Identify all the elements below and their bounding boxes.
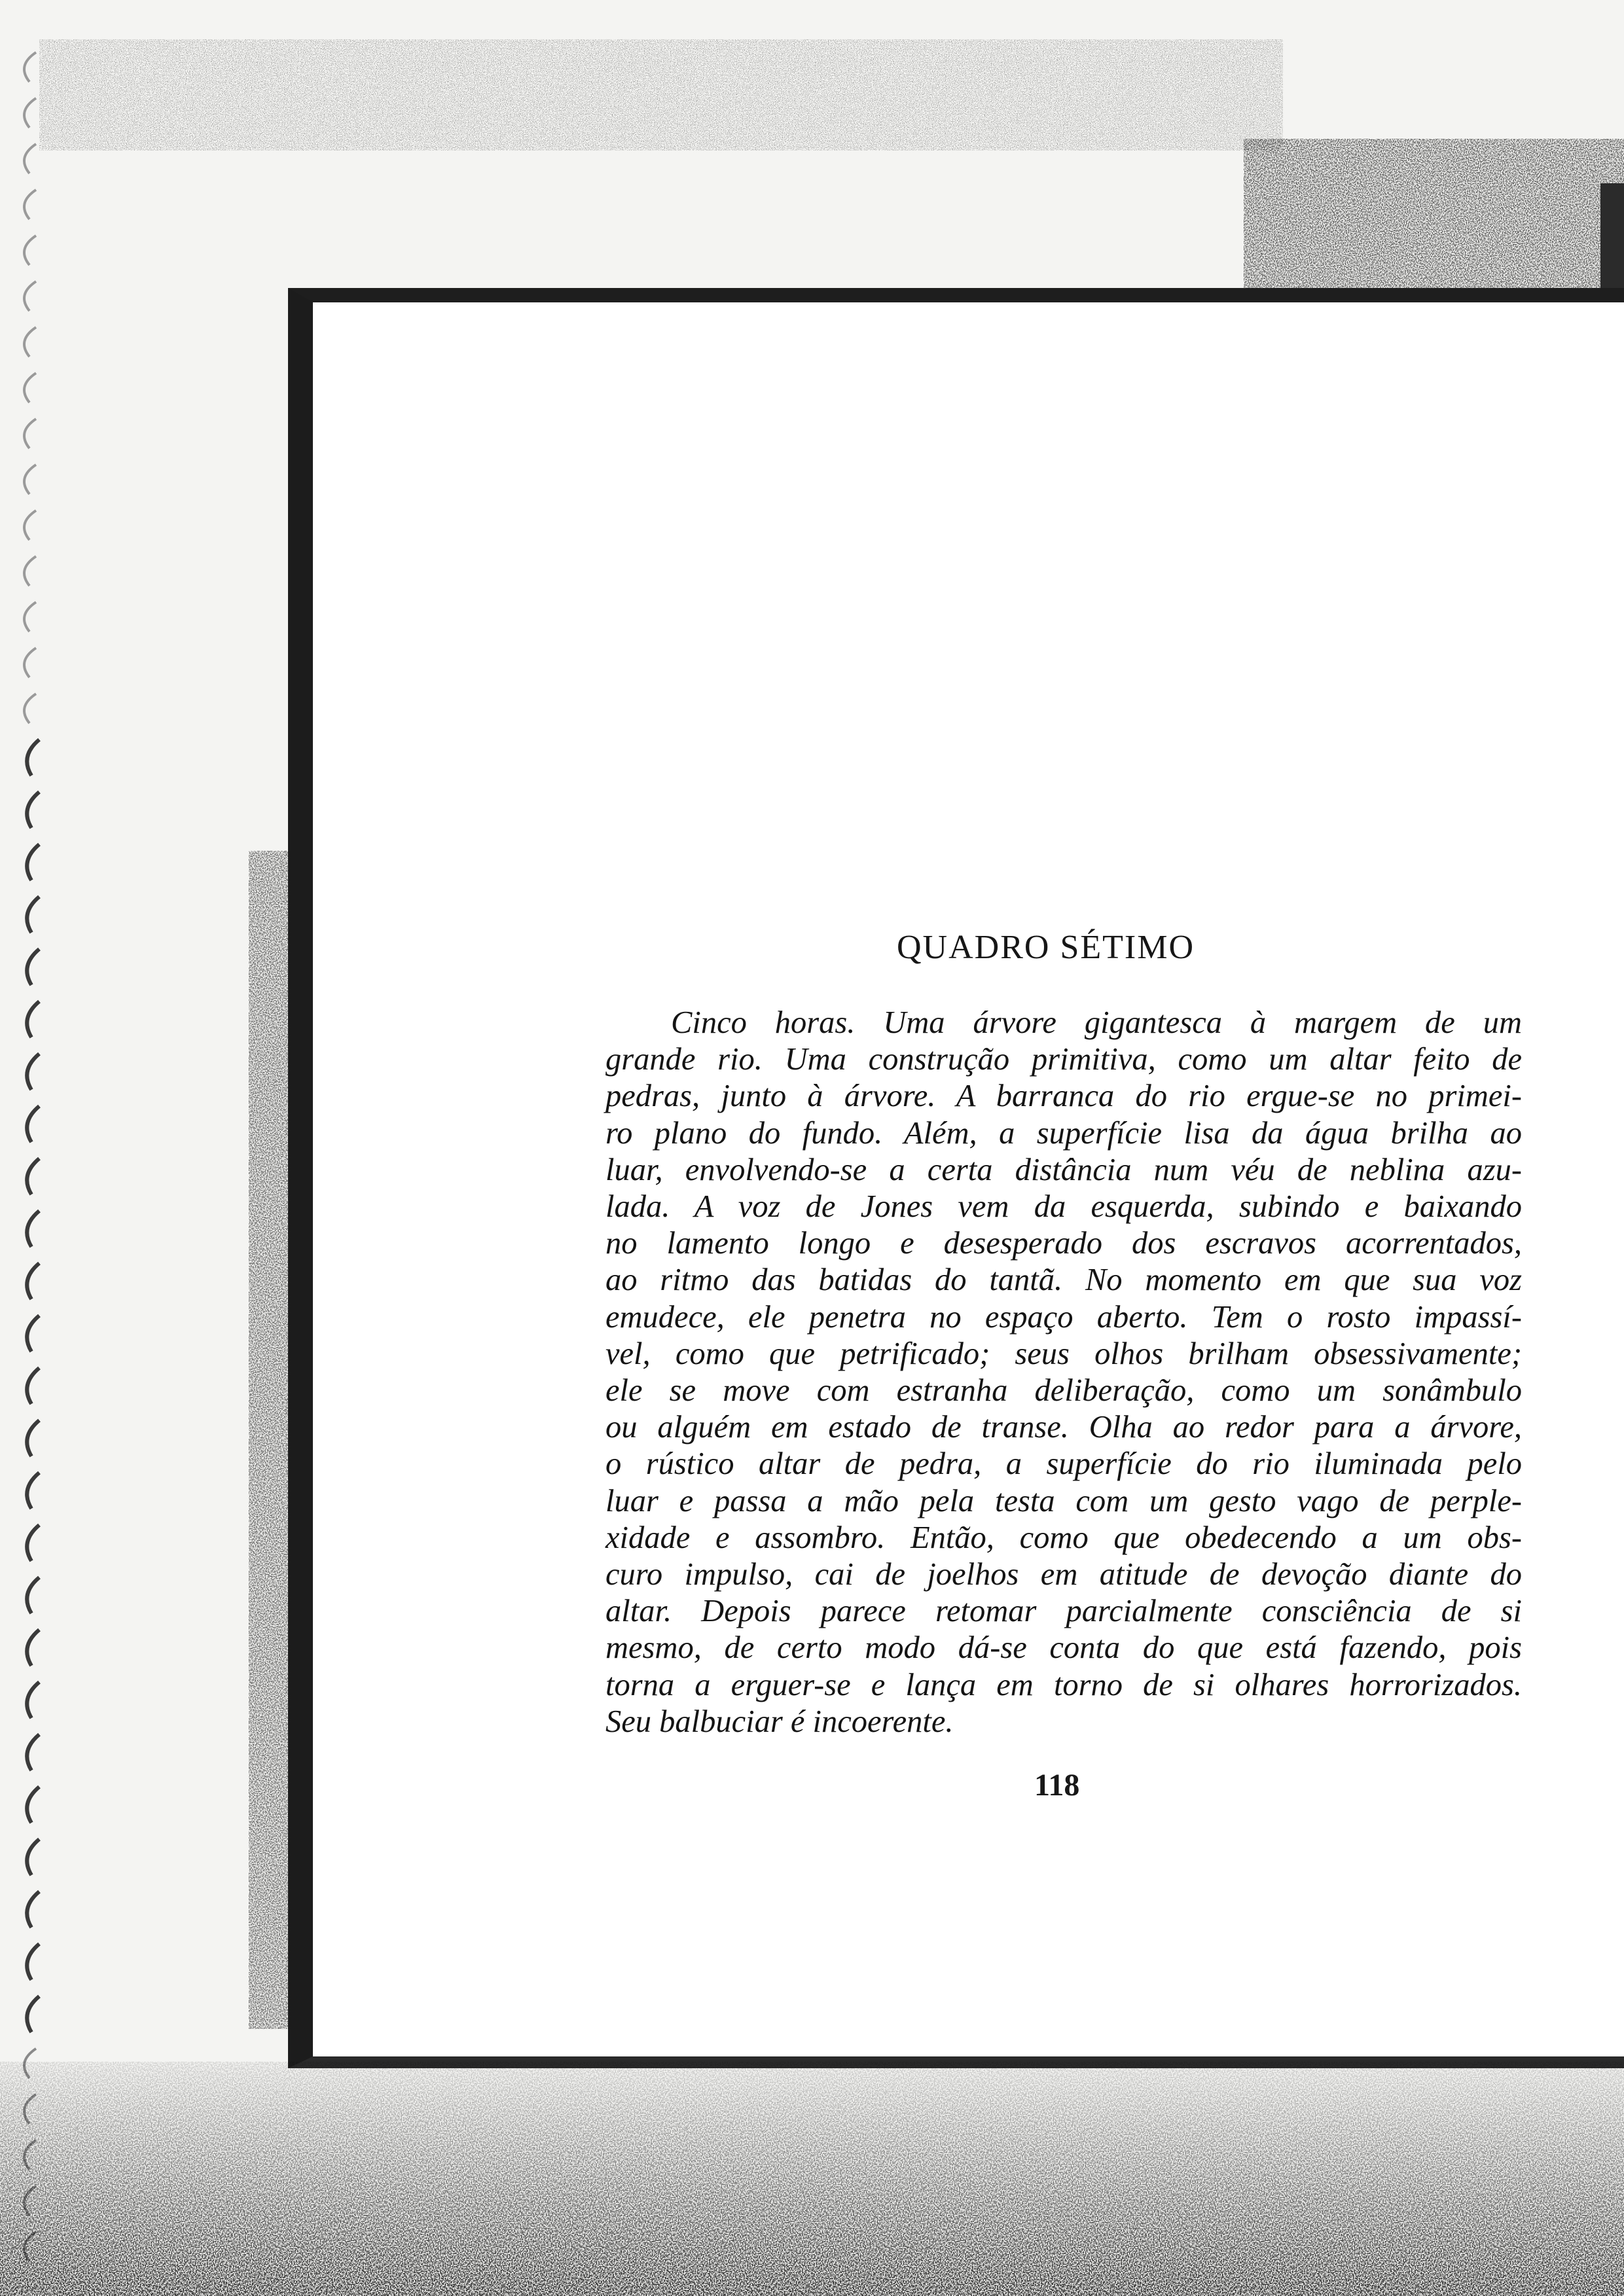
text-line: luar, envolvendo-se a certa distância num véu de neblina azu-: [605, 1152, 1522, 1187]
text-line: altar. Depois parece retomar parcialmente consciência de si: [605, 1594, 1522, 1629]
text-line: grande rio. Uma construção primitiva, como um altar feito de: [605, 1042, 1522, 1077]
text-line: ro plano do fundo. Além, a superfície lisa da água brilha ao: [605, 1115, 1522, 1151]
text-line: lada. A voz de Jones vem da esquerda, subindo e baixando: [605, 1189, 1522, 1225]
text-line: Cinco horas. Uma árvore gigantesca à margem de um: [671, 1005, 1522, 1040]
text-line: Seu balbuciar é incoerente.: [605, 1704, 954, 1739]
scan-speckle-bottom: [0, 2062, 1624, 2296]
page-edge-shadow: [1600, 183, 1624, 301]
text-line: torna a erguer-se e lança em torno de si olhares horrorizados.: [605, 1667, 1522, 1702]
text-line: xidade e assombro. Então, como que obedecendo a um obs-: [605, 1520, 1522, 1555]
page-number: 118: [1034, 1768, 1080, 1803]
text-line: emudece, ele penetra no espaço aberto. Tem o rosto impassí-: [605, 1299, 1522, 1335]
text-line: curo impulso, cai de joelhos em atitude de devoção diante do: [605, 1557, 1522, 1592]
text-line: luar e passa a mão pela testa com um gesto vago de perple-: [605, 1483, 1522, 1518]
chapter-title: QUADRO SÉTIMO: [897, 929, 1195, 966]
text-line: ou alguém em estado de transe. Olha ao redor para a árvore,: [605, 1410, 1522, 1445]
text-line: ao ritmo das batidas do tantã. No momento em que sua voz: [605, 1263, 1522, 1298]
text-line: vel, como que petrificado; seus olhos brilham obsessivamente;: [605, 1336, 1522, 1371]
text-line: ele se move com estranha deliberação, como um sonâmbulo: [605, 1373, 1522, 1408]
text-line: o rústico altar de pedra, a superfície do rio iluminada pelo: [605, 1446, 1522, 1482]
stage-direction-paragraph: [605, 1005, 1522, 1740]
text-line: pedras, junto à árvore. A barranca do rio ergue-se no primei-: [605, 1079, 1522, 1114]
text-line: no lamento longo e desesperado dos escravos acorrentados,: [605, 1226, 1522, 1261]
text-line: mesmo, de certo modo dá-se conta do que está fazendo, pois: [605, 1630, 1522, 1666]
spiral-binding-marks: [0, 0, 59, 2296]
